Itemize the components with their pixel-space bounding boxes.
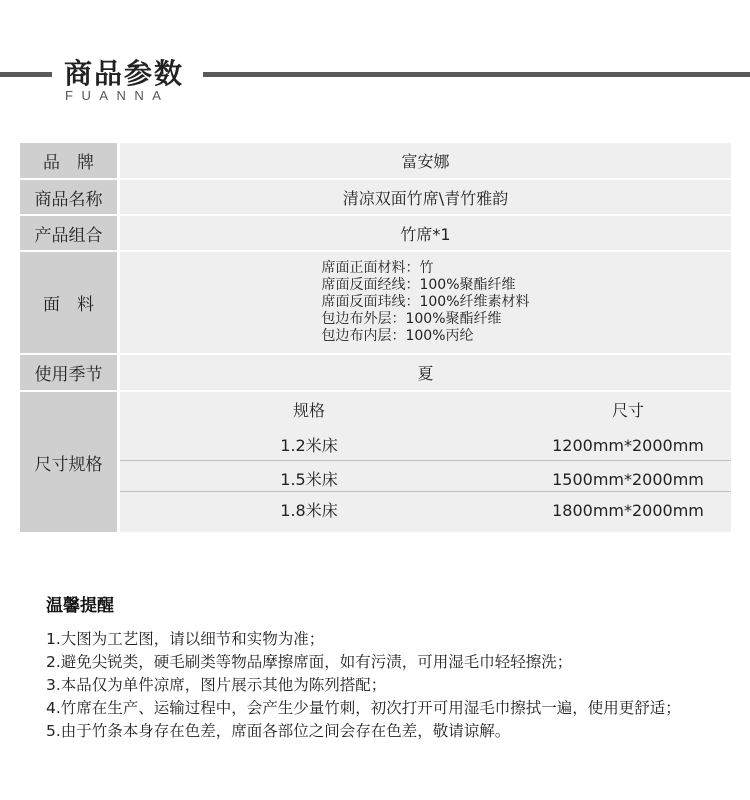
size-header-dim: 尺寸 xyxy=(611,401,644,420)
material-line: 包边布外层：100%聚酯纤维 xyxy=(321,311,502,327)
size-header-spec: 规格 xyxy=(292,401,325,420)
param-value: 清凉双面竹席\青竹雅韵 xyxy=(120,180,731,214)
param-value: 夏 xyxy=(120,355,731,390)
param-row-brand xyxy=(20,143,731,178)
param-value xyxy=(120,252,731,353)
header-rule-left xyxy=(0,72,52,77)
param-label: 尺寸规格 xyxy=(20,392,117,532)
reminder-list xyxy=(46,628,736,743)
reminder-item: 3.本品仅为单件凉席，图片展示其他为陈列搭配； xyxy=(46,676,387,694)
param-value: 竹席*1 xyxy=(120,216,731,250)
size-spec: 1.5米床 xyxy=(280,470,338,489)
param-row-material xyxy=(20,252,731,353)
material-line: 席面反面经线：100%聚酯纤维 xyxy=(321,277,516,293)
section-header xyxy=(0,48,750,108)
reminder-item: 4.竹席在生产、运输过程中，会产生少量竹刺，初次打开可用湿毛巾擦拭一遍，使用更舒适； xyxy=(46,699,681,717)
reminder-title: 温馨提醒 xyxy=(46,596,114,616)
param-row-season xyxy=(20,355,731,390)
size-row xyxy=(120,491,731,530)
param-label: 品 牌 xyxy=(20,143,117,178)
param-label: 产品组合 xyxy=(20,216,117,250)
param-row-name xyxy=(20,180,731,214)
size-table xyxy=(120,392,731,532)
size-dim: 1800mm*2000mm xyxy=(552,501,704,520)
reminder-item: 1.大图为工艺图，请以细节和实物为准； xyxy=(46,630,325,648)
reminder-section xyxy=(46,591,736,743)
material-line: 包边布内层：100%丙纶 xyxy=(321,328,474,344)
param-row-size xyxy=(20,392,731,532)
param-value: 富安娜 xyxy=(120,143,731,178)
header-rule-right xyxy=(203,72,750,77)
size-header-row xyxy=(120,392,731,430)
page-title: 商品参数 xyxy=(64,57,185,90)
size-dim: 1500mm*2000mm xyxy=(552,470,704,489)
param-row-combo xyxy=(20,216,731,250)
param-label: 面 料 xyxy=(20,252,117,353)
material-list xyxy=(321,260,529,345)
material-line: 席面反面玮线：100%纤维素材料 xyxy=(321,294,530,310)
size-spec: 1.2米床 xyxy=(280,436,338,455)
brand-subtitle: FUANNA xyxy=(65,88,170,103)
param-label: 商品名称 xyxy=(20,180,117,214)
reminder-item: 2.避免尖锐类，硬毛刷类等物品摩擦席面，如有污渍，可用湿毛巾轻轻擦洗； xyxy=(46,653,573,671)
material-line: 席面正面材料：竹 xyxy=(321,260,434,276)
size-spec: 1.8米床 xyxy=(280,501,338,520)
param-label: 使用季节 xyxy=(20,355,117,390)
size-dim: 1200mm*2000mm xyxy=(552,436,704,455)
reminder-item: 5.由于竹条本身存在色差，席面各部位之间会存在色差，敬请谅解。 xyxy=(46,722,511,740)
